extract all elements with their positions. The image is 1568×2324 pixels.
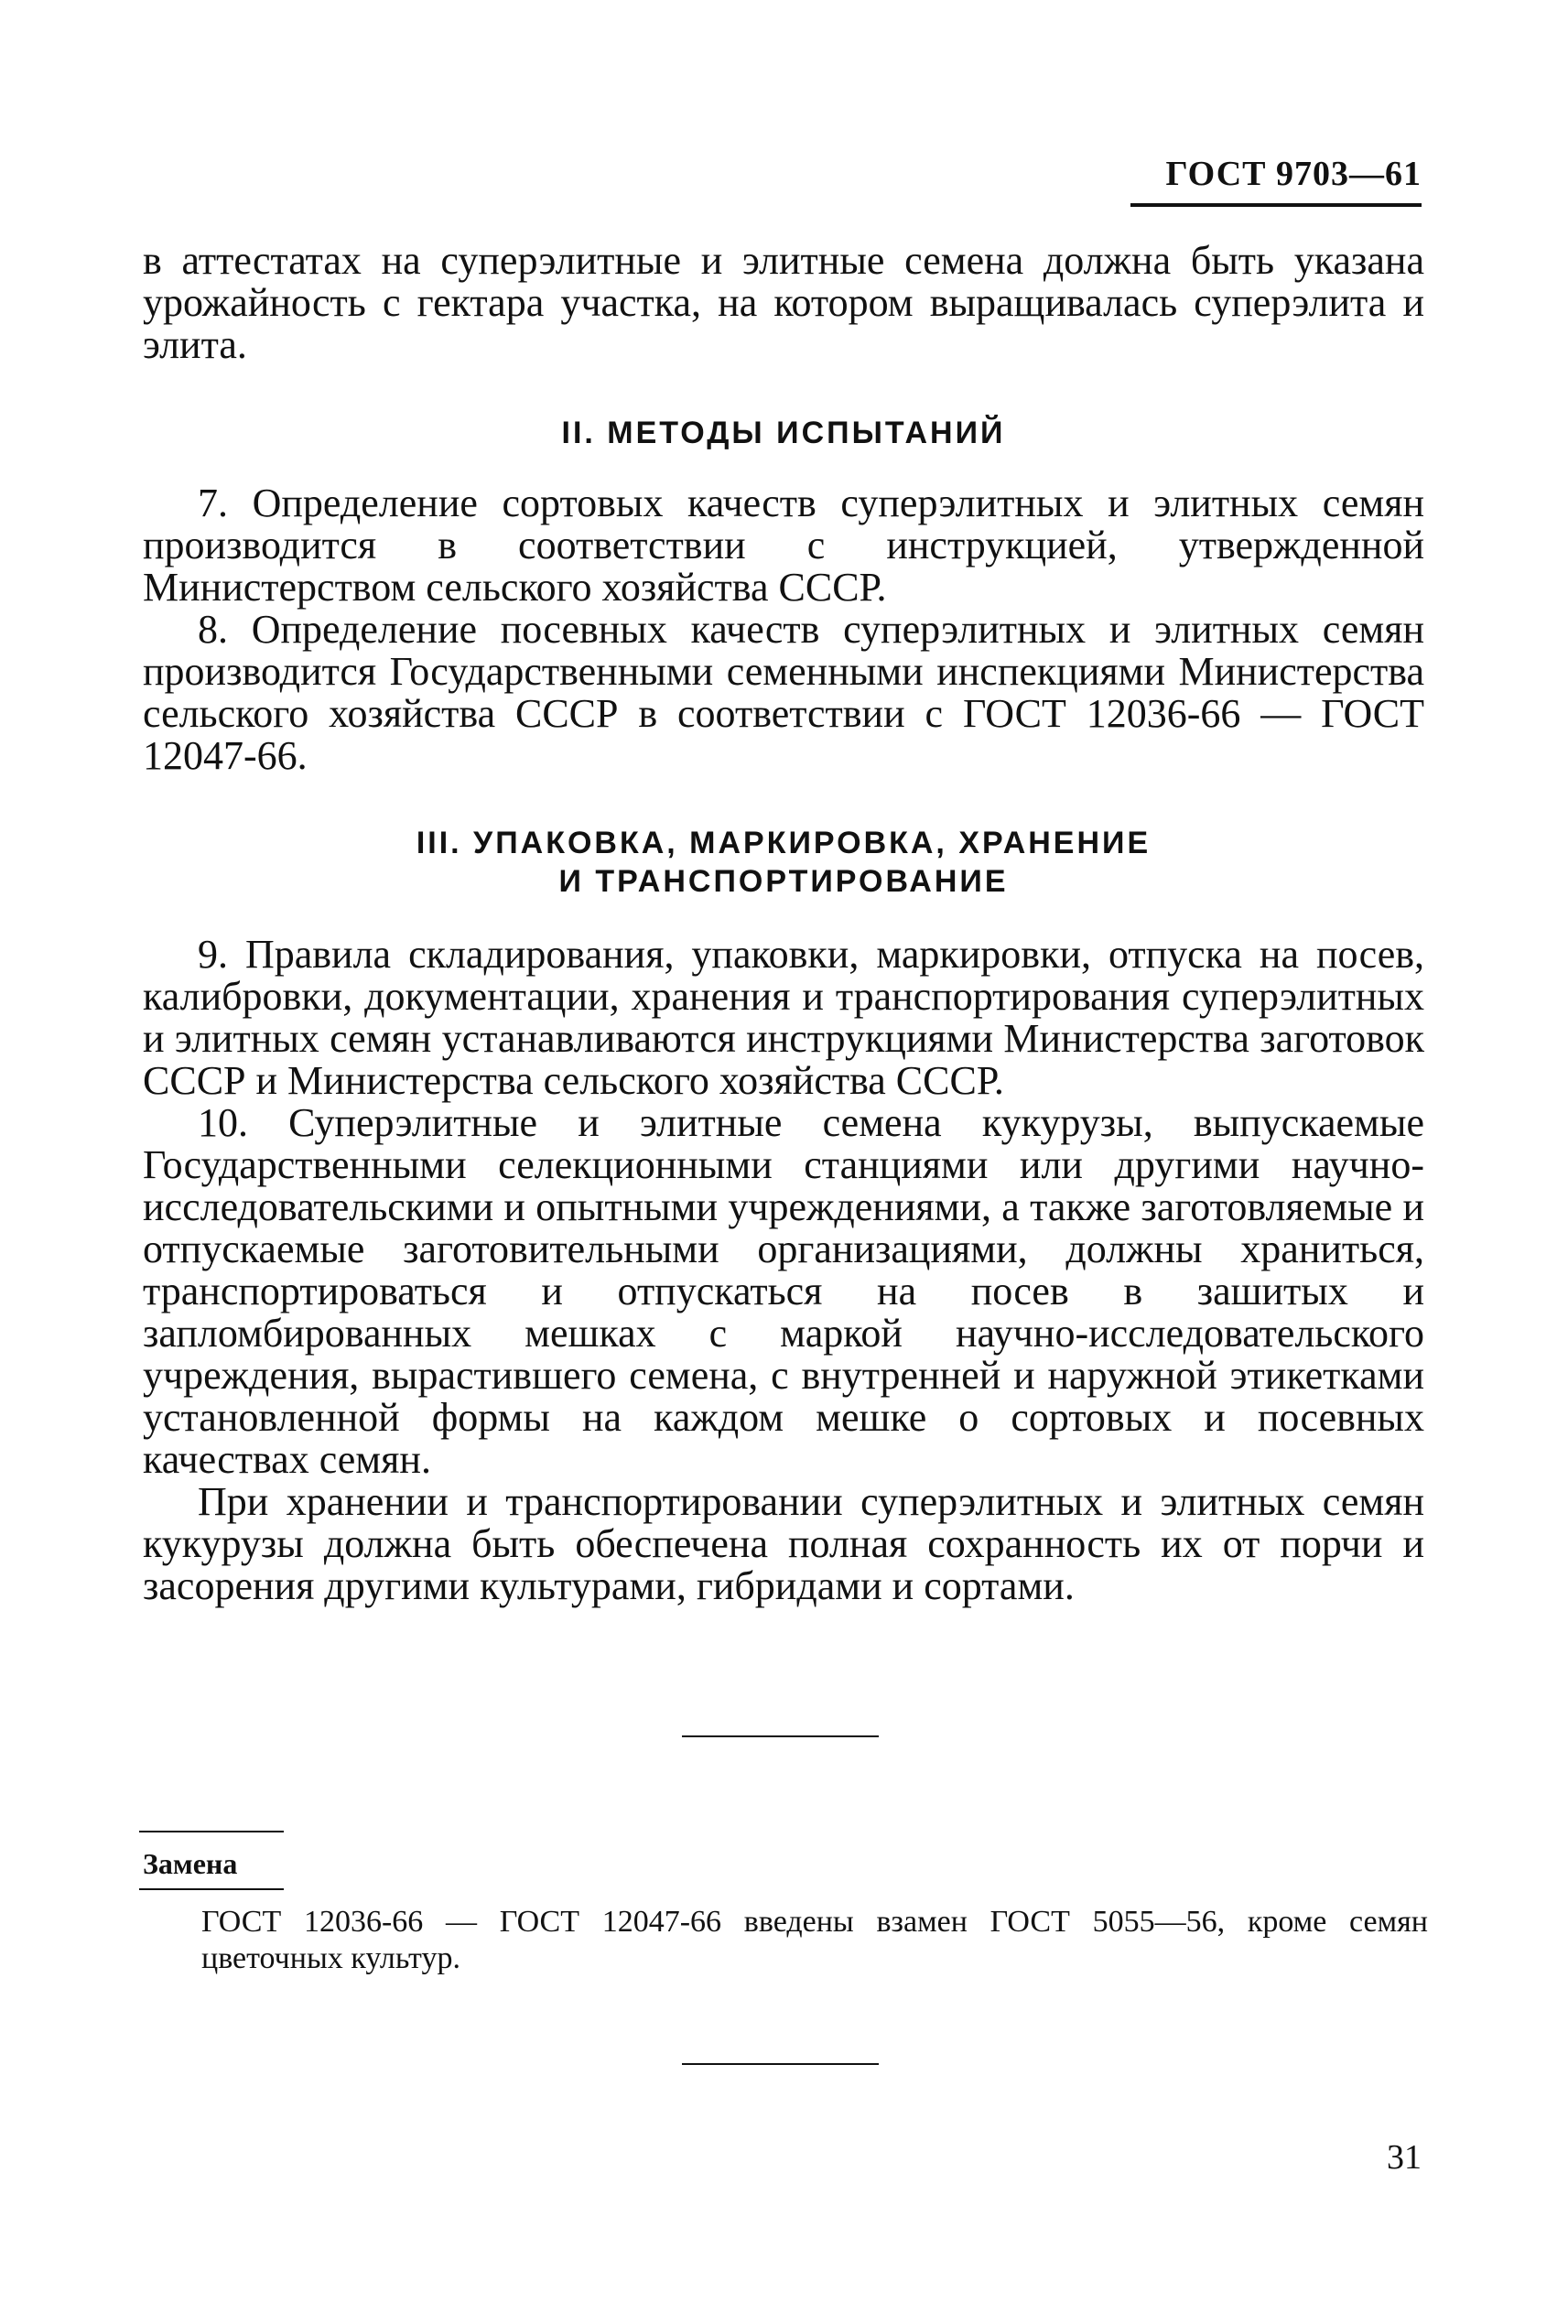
section-end-rule bbox=[682, 1735, 879, 1737]
header-underline bbox=[1130, 203, 1422, 207]
paragraph-7: 7. Определение сортовых качеств суперэлитных и элитных семян производится в соответствии с инструкцией, утвержденной Министерством сельского хозяйства СССР. bbox=[143, 481, 1424, 610]
section-3-title-line-2: И ТРАНСПОРТИРОВАНИЕ bbox=[558, 864, 1009, 899]
paragraph-8: 8. Определение посевных качеств суперэлитных и элитных семян производится Государственными семенными инспекциями Министерства сельского хозяйства СССР в соответствии с ГОСТ 12036-66 — ГОСТ 12047-66. bbox=[143, 607, 1424, 778]
paragraph-9: 9. Правила складирования, упаковки, маркировки, отпуска на посев, калибровки, документации, хранения и транспортирования суперэлитных и элитных семян устанавливаются инструкциями Министерства заготовок СССР и Министерства сельского хозяйства СССР. bbox=[143, 932, 1424, 1103]
section-2-body bbox=[143, 482, 1424, 777]
section-3-title-line-1: III. УПАКОВКА, МАРКИРОВКА, ХРАНЕНИЕ bbox=[416, 826, 1152, 860]
standard-code-header: ГОСТ 9703—61 bbox=[1165, 155, 1422, 193]
footnote-bottom-rule bbox=[139, 1888, 284, 1890]
footnote-label: Замена bbox=[143, 1847, 238, 1880]
section-3-title bbox=[143, 824, 1424, 901]
intro-paragraph: в аттестатах на суперэлитные и элитные семена должна быть указана урожайность с гектара участка, на котором выращивалась суперэлита и элита. bbox=[143, 238, 1424, 367]
page-number: 31 bbox=[1387, 2138, 1422, 2177]
footnote-end-rule bbox=[682, 2063, 879, 2065]
footnote-text: ГОСТ 12036-66 — ГОСТ 12047-66 введены взамен ГОСТ 5055—56, кроме семян цветочных культур. bbox=[201, 1905, 1428, 1975]
paragraph-storage: При хранении и транспортировании суперэлитных и элитных семян кукурузы должна быть обеспечена полная сохранность их от порчи и засорения другими культурами, гибридами и сортами. bbox=[143, 1479, 1424, 1608]
footnote-top-rule bbox=[139, 1831, 284, 1832]
paragraph-10: 10. Суперэлитные и элитные семена кукурузы, выпускаемые Государственными селекционными станциями или другими научно-исследовательскими и опытными учреждениями, а также заготовляемые и отпускаемые заготовительными организациями, должны храниться, транспортироваться и отпускаться на посев в зашитых и запломбированных мешках с маркой научно-исследовательского учреждения, вырастившего семена, с внутренней и наружной этикетками установленной формы на каждом мешке о сортовых и посевных качествах семян. bbox=[143, 1100, 1424, 1482]
section-2-title: II. МЕТОДЫ ИСПЫТАНИЙ bbox=[561, 416, 1006, 450]
intro-paragraph-block bbox=[143, 240, 1424, 366]
section-3-body bbox=[143, 934, 1424, 1607]
footnote-block bbox=[201, 1904, 1428, 1977]
